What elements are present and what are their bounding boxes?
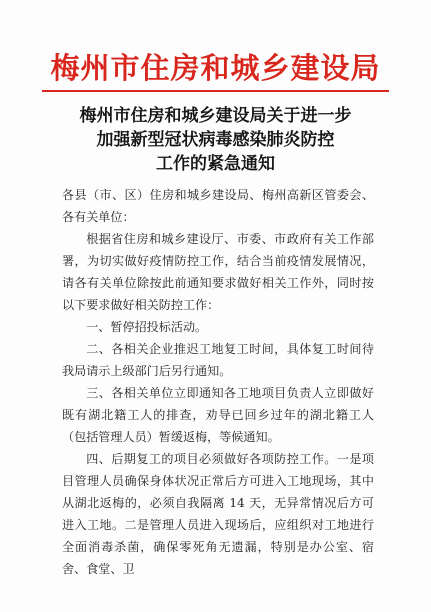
masthead-title: 梅州市住房和城乡建设局 xyxy=(50,51,381,85)
addressee-line: 各县（市、区）住房和城乡建设局、梅州高新区管委会、各有关单位： xyxy=(62,188,374,224)
paragraph: 三、各相关单位立即通知各工地项目负责人立即做好既有湖北籍工人的排查，劝导已回乡过年的湖北籍工人（包括管理人员）暂缓返梅，等候通知。 xyxy=(62,386,374,444)
title-line: 加强新型冠状病毒感染肺炎防控 xyxy=(96,130,335,150)
paragraph: 四、后期复工的项目必须做好各项防控工作。一是项目管理人员确保身体状况正常后方可进入工地现场，其中从湖北返梅的，必须自我隔离 14 天，无异常情况后方可进入工地。二是管理人员进入现场后，应组织对工地进行全面消毒杀菌，确保零死角无遗漏，特别是办公室、宿舍、食堂、卫 xyxy=(62,452,374,576)
title-line: 梅州市住房和城乡建设局关于进一步 xyxy=(79,106,352,126)
paragraph: 二、各相关企业推迟工地复工时间，具体复工时间待我局请示上级部门后另行通知。 xyxy=(62,342,374,378)
document-title xyxy=(0,104,431,176)
red-divider-line xyxy=(42,90,389,92)
paragraph: 根据省住房和城乡建设厅、市委、市政府有关工作部署，为切实做好疫情防控工作，结合当前疫情发展情况，请各有关单位除按此前通知要求做好相关工作外，同时按以下要求做好相关防控工作： xyxy=(62,232,374,312)
title-line: 工作的紧急通知 xyxy=(156,154,275,174)
paragraph: 一、暂停招投标活动。 xyxy=(86,320,208,334)
document-body xyxy=(62,184,374,580)
